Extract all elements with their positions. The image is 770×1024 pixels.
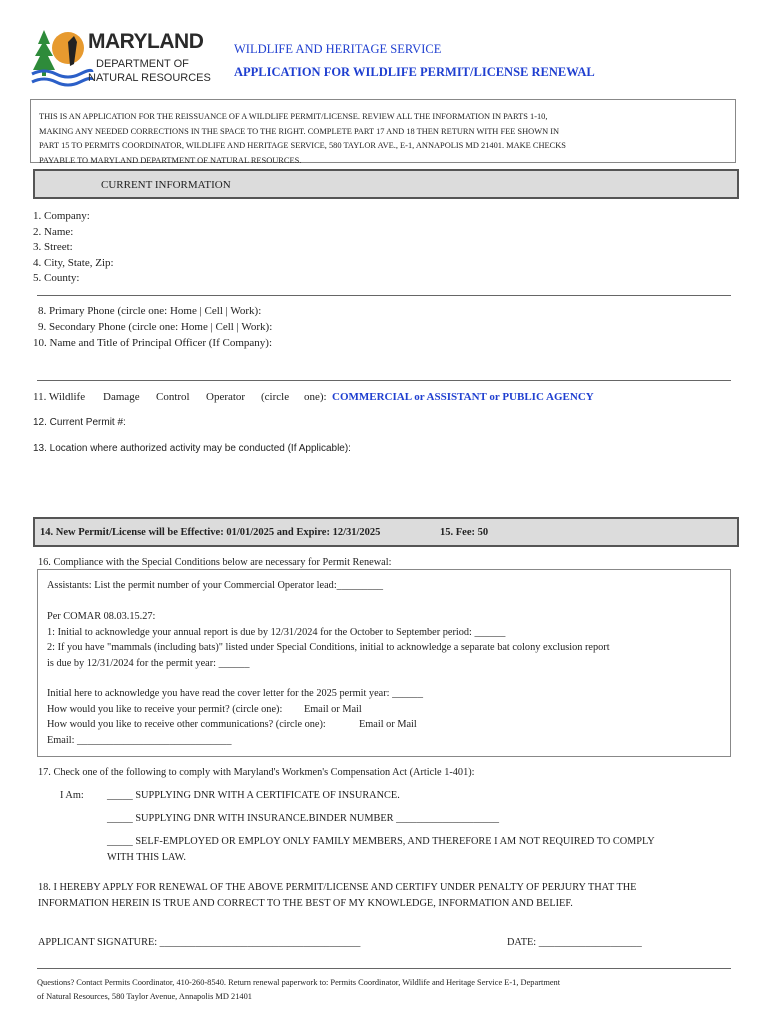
form-title: APPLICATION FOR WILDLIFE PERMIT/LICENSE RENEWAL: [234, 65, 595, 79]
comar-heading: Per COMAR 08.03.15.27:: [47, 611, 156, 622]
self-employed-option-cont: WITH THIS LAW.: [107, 852, 186, 863]
assistants-lead-field[interactable]: Assistants: List the permit number of your Commercial Operator lead:_________: [47, 580, 384, 591]
permit-delivery-choice[interactable]: Email or Mail: [304, 704, 362, 715]
divider: [37, 295, 731, 296]
bat-colony-ack: 2: If you have "mammals (including bats)" listed under Special Conditions, initial to acknowledge a separate bat colony exclusion report: [47, 642, 610, 653]
communications-choice[interactable]: Email or Mail: [359, 719, 417, 730]
instructions-line: THIS IS AN APPLICATION FOR THE REISSUANCE OF A WILDLIFE PERMIT/LICENSE. REVIEW ALL THE INFORMATION IN PARTS 1-10,: [39, 112, 548, 121]
divider: [37, 380, 731, 381]
field-county[interactable]: 5. County:: [33, 272, 80, 284]
item11-word: Damage: [103, 391, 140, 403]
footer: [37, 976, 560, 1004]
permit-fee: 15. Fee: 50: [440, 527, 489, 538]
field-street[interactable]: 3. Street:: [33, 241, 73, 253]
applicant-signature-field[interactable]: APPLICANT SIGNATURE: _______________________________________: [38, 937, 361, 948]
insurance-binder-option[interactable]: _____ SUPPLYING DNR WITH INSURANCE.BINDER NUMBER ____________________: [107, 813, 500, 824]
logo-subtitle-2: NATURAL RESOURCES: [88, 72, 211, 84]
email-field[interactable]: Email: ______________________________: [47, 735, 232, 746]
annual-report-ack[interactable]: 1: Initial to acknowledge your annual report is due by 12/31/2024 for the October to September period: ______: [47, 627, 506, 638]
field-location[interactable]: 13. Location where authorized activity may be conducted (If Applicable):: [33, 443, 351, 454]
item16-label: 16. Compliance with the Special Conditions below are necessary for Permit Renewal:: [38, 557, 392, 568]
field-primary-phone[interactable]: 8. Primary Phone (circle one: Home | Cell | Work):: [38, 305, 262, 317]
item11-word: Operator: [206, 391, 246, 403]
insurance-certificate-option[interactable]: _____ SUPPLYING DNR WITH A CERTIFICATE OF INSURANCE.: [107, 790, 400, 801]
instructions-line: PART 15 TO PERMITS COORDINATOR, WILDLIFE AND HERITAGE SERVICE, 580 TAYLOR AVE., E-1, ANNAPOLIS MD 21401. MAKE CHECKS: [39, 141, 566, 151]
instructions-box: [30, 99, 736, 163]
logo-subtitle-1: DEPARTMENT OF: [96, 58, 189, 70]
logo-title: MARYLAND: [88, 30, 204, 53]
field-city-state-zip[interactable]: 4. City, State, Zip:: [33, 257, 114, 269]
footer-line: of Natural Resources, 580 Taylor Avenue, Annapolis MD 21401: [37, 992, 252, 1001]
i-am-label: I Am:: [60, 790, 84, 801]
cover-letter-ack[interactable]: Initial here to acknowledge you have read the cover letter for the 2025 permit year: ______: [47, 688, 423, 699]
bat-colony-ack-initial[interactable]: is due by 12/31/2024 for the permit year: ______: [47, 658, 250, 669]
field-principal-officer[interactable]: 10. Name and Title of Principal Officer (If Company):: [33, 337, 272, 349]
effective-dates: 14. New Permit/License will be Effective: 01/01/2025 and Expire: 12/31/2025: [40, 527, 381, 538]
item11-word: one):: [304, 391, 327, 403]
instructions-line: PAYABLE TO MARYLAND DEPARTMENT OF NATURAL RESOURCES.: [39, 155, 302, 165]
field-name[interactable]: 2. Name:: [33, 226, 74, 238]
item11-word: (circle: [261, 391, 290, 403]
current-info-heading: CURRENT INFORMATION: [33, 169, 739, 199]
operator-type-options[interactable]: COMMERCIAL or ASSISTANT or PUBLIC AGENCY: [332, 391, 594, 403]
communications-question: How would you like to receive other communications? (circle one):: [47, 719, 326, 730]
instructions-line: MAKING ANY NEEDED CORRECTIONS IN THE SPACE TO THE RIGHT. COMPLETE PART 17 AND 18 THEN RETURN WITH FEE SHOWN IN: [39, 126, 560, 136]
field-secondary-phone[interactable]: 9. Secondary Phone (circle one: Home | Cell | Work):: [38, 321, 273, 333]
divider: [37, 968, 731, 969]
certification-line: 18. I HEREBY APPLY FOR RENEWAL OF THE ABOVE PERMIT/LICENSE AND CERTIFY UNDER PENALTY OF PERJURY THAT THE: [38, 882, 637, 893]
special-conditions-box: [37, 569, 731, 757]
permit-delivery-question: How would you like to receive your permit? (circle one):: [47, 704, 283, 715]
footer-line: Questions? Contact Permits Coordinator, 410-260-8540. Return renewal paperwork to: Permits Coordinator, Wildlife and Heritage Service E-1, Department: [37, 978, 561, 987]
certification-line: INFORMATION HEREIN IS TRUE AND CORRECT TO THE BEST OF MY KNOWLEDGE, INFORMATION AND BELIEF.: [38, 898, 573, 909]
dnr-logo: [30, 22, 222, 94]
item17-label: 17. Check one of the following to comply with Maryland's Workmen's Compensation Act (Article 1-401):: [38, 767, 475, 778]
field-current-permit[interactable]: 12. Current Permit #:: [33, 417, 126, 428]
item11-word: Control: [156, 391, 190, 403]
self-employed-option[interactable]: _____ SELF-EMPLOYED OR EMPLOY ONLY FAMILY MEMBERS, AND THEREFORE I AM NOT REQUIRED TO COMPLY: [107, 836, 655, 847]
item11-label: 11. Wildlife: [33, 391, 86, 403]
permit-effective-bar: [33, 517, 739, 547]
date-field[interactable]: DATE: ____________________: [507, 937, 642, 948]
service-title: WILDLIFE AND HERITAGE SERVICE: [234, 42, 442, 56]
field-company[interactable]: 1. Company:: [33, 210, 90, 222]
